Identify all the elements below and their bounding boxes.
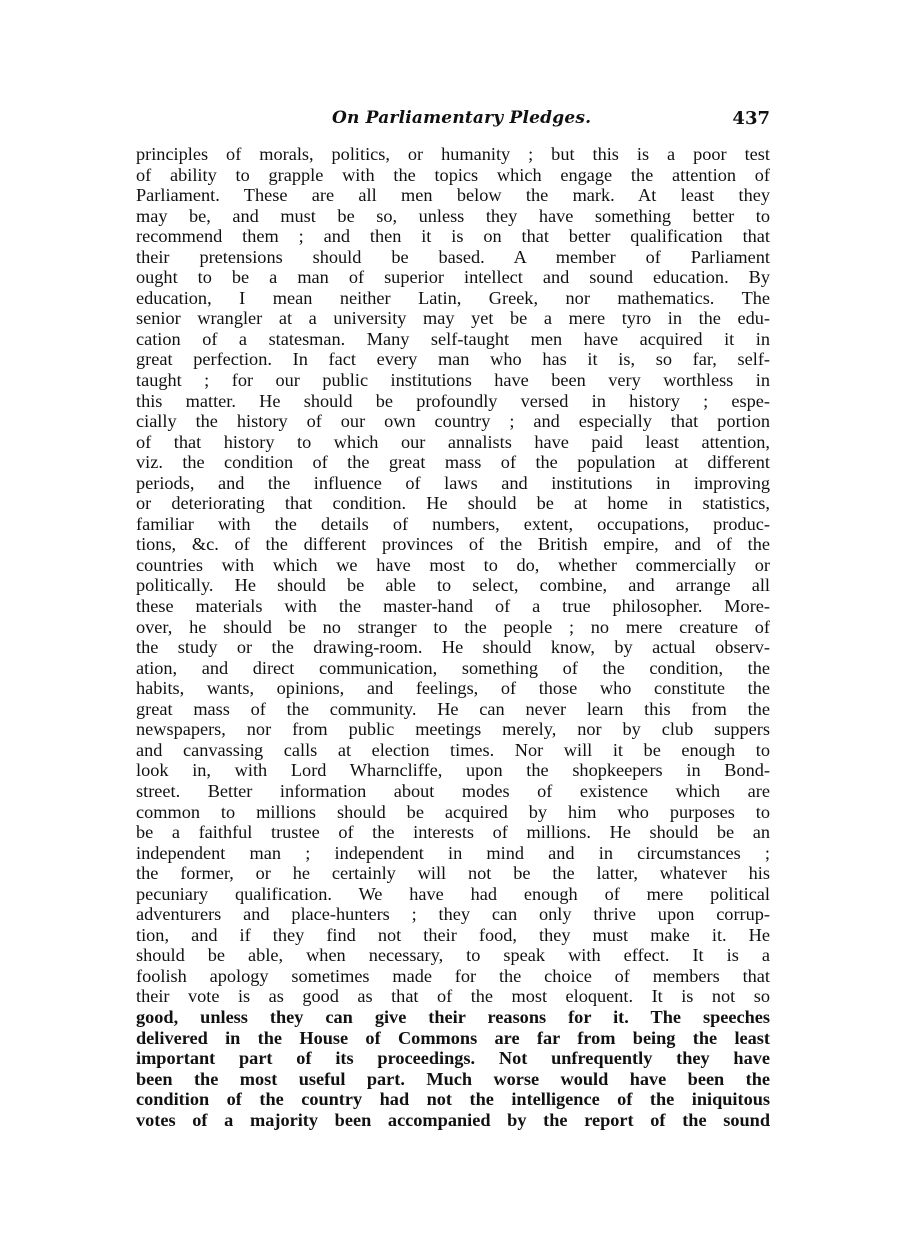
text-line: tion, and if they find not their food, they must make it. He xyxy=(136,924,770,945)
text-line: ation, and direct communication, something of the condition, the xyxy=(136,657,770,678)
text-line: independent man ; independent in mind and in circumstances ; xyxy=(136,842,770,863)
text-line: recommend them ; and then it is on that better qualification that xyxy=(136,226,770,247)
text-line: condition of the country had not the intelligence of the iniquitous xyxy=(136,1089,770,1110)
text-line: tions, &c. of the different provinces of the British empire, and of the xyxy=(136,534,770,555)
text-line: these materials with the master-hand of a true philosopher. More- xyxy=(136,596,770,617)
text-line: important part of its proceedings. Not unfrequently they have xyxy=(136,1048,770,1069)
text-line: politically. He should be able to select, combine, and arrange all xyxy=(136,575,770,596)
text-line: of that history to which our annalists have paid least attention, xyxy=(136,431,770,452)
text-line: the study or the drawing-room. He should know, by actual observ- xyxy=(136,637,770,658)
text-line: pecuniary qualification. We have had enough of mere political xyxy=(136,883,770,904)
text-line: great mass of the community. He can never learn this from the xyxy=(136,698,770,719)
text-line: over, he should be no stranger to the people ; no mere creature of xyxy=(136,616,770,637)
text-line: be a faithful trustee of the interests of millions. He should be an xyxy=(136,822,770,843)
text-line: senior wrangler at a university may yet be a mere tyro in the edu- xyxy=(136,308,770,329)
page-number: 437 xyxy=(732,108,770,129)
text-line: votes of a majority been accompanied by the report of the sound xyxy=(136,1109,770,1130)
text-line: ought to be a man of superior intellect and sound education. By xyxy=(136,267,770,288)
text-line: delivered in the House of Commons are far from being the least xyxy=(136,1027,770,1048)
text-line: great perfection. In fact every man who has it is, so far, self- xyxy=(136,349,770,370)
text-line: principles of morals, politics, or humanity ; but this is a poor test xyxy=(136,144,770,164)
text-line: or deteriorating that condition. He should be at home in statistics, xyxy=(136,493,770,514)
running-title: On Parliamentary Pledges. xyxy=(332,108,592,128)
text-line: look in, with Lord Wharncliffe, upon the shopkeepers in Bond- xyxy=(136,760,770,781)
text-line: adventurers and place-hunters ; they can only thrive upon corrup- xyxy=(136,904,770,925)
text-line: the former, or he certainly will not be the latter, whatever his xyxy=(136,863,770,884)
text-line: this matter. He should be profoundly versed in history ; espe- xyxy=(136,390,770,411)
body-text xyxy=(136,144,770,1130)
text-line: newspapers, nor from public meetings merely, nor by club suppers xyxy=(136,719,770,740)
text-line: common to millions should be acquired by him who purposes to xyxy=(136,801,770,822)
text-line: education, I mean neither Latin, Greek, nor mathematics. The xyxy=(136,287,770,308)
text-line: familiar with the details of numbers, extent, occupations, produc- xyxy=(136,513,770,534)
text-line: periods, and the influence of laws and institutions in improving xyxy=(136,472,770,493)
text-line: habits, wants, opinions, and feelings, of those who constitute the xyxy=(136,678,770,699)
running-head xyxy=(136,108,770,136)
text-line: their vote is as good as that of the most eloquent. It is not so xyxy=(136,986,770,1007)
text-line: countries with which we have most to do, whether commercially or xyxy=(136,554,770,575)
text-line: cation of a statesman. Many self-taught men have acquired it in xyxy=(136,328,770,349)
text-line: Parliament. These are all men below the mark. At least they xyxy=(136,185,770,206)
text-line: should be able, when necessary, to speak with effect. It is a xyxy=(136,945,770,966)
text-line: foolish apology sometimes made for the choice of members that xyxy=(136,965,770,986)
text-line: of ability to grapple with the topics which engage the attention of xyxy=(136,164,770,185)
text-line: viz. the condition of the great mass of the population at different xyxy=(136,452,770,473)
text-line: their pretensions should be based. A member of Parliament xyxy=(136,246,770,267)
text-line: street. Better information about modes of existence which are xyxy=(136,780,770,801)
text-line: taught ; for our public institutions have been very worthless in xyxy=(136,370,770,391)
text-line: and canvassing calls at election times. Nor will it be enough to xyxy=(136,739,770,760)
text-line: been the most useful part. Much worse would have been the xyxy=(136,1068,770,1089)
text-line: cially the history of our own country ; and especially that portion xyxy=(136,411,770,432)
text-line: may be, and must be so, unless they have something better to xyxy=(136,205,770,226)
text-line: good, unless they can give their reasons for it. The speeches xyxy=(136,1006,770,1027)
